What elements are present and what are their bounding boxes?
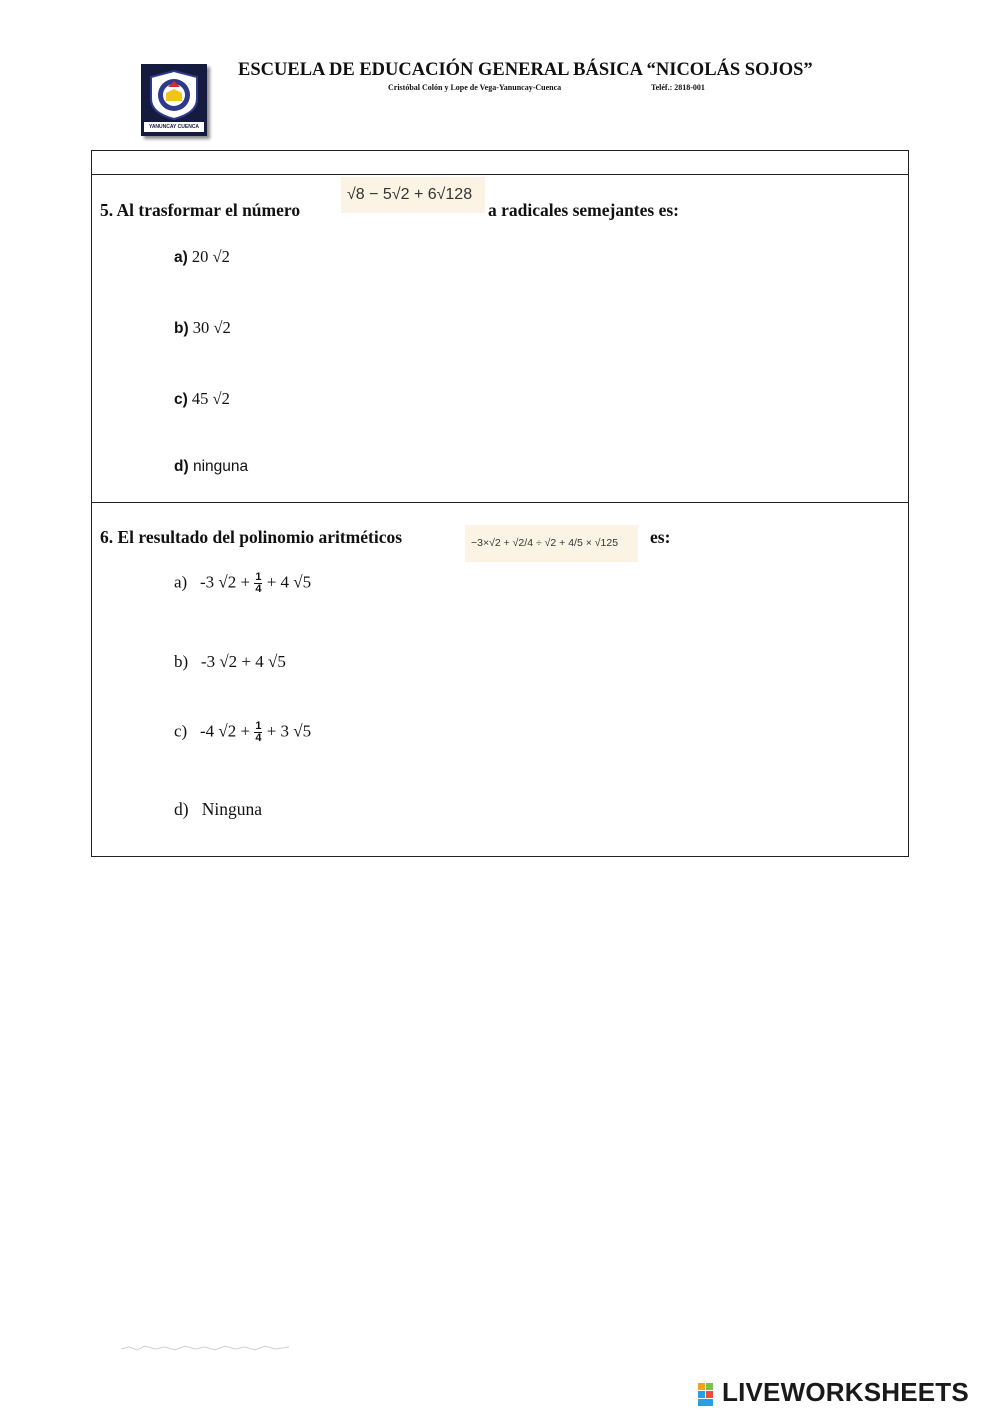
option-value: 30 √2 xyxy=(192,318,231,337)
liveworksheets-brand: LIVEWORKSHEETS xyxy=(722,1377,969,1407)
option-letter: b) xyxy=(174,652,189,671)
question-5-text-end: a radicales semejantes es: xyxy=(488,200,679,220)
option-value: 20 √2 xyxy=(191,247,230,266)
fraction-numerator: 1 xyxy=(255,720,262,732)
liveworksheets-logo-icon xyxy=(698,1380,722,1408)
question-6-text-end: es: xyxy=(650,527,671,547)
school-phone: Teléf.: 2818-001 xyxy=(651,83,705,92)
option-letter: d) xyxy=(174,799,189,819)
logo-banner: YANUNCAY CUENCA xyxy=(144,122,204,132)
option-6d[interactable] xyxy=(174,799,262,820)
option-6b[interactable] xyxy=(174,652,286,672)
table-bottom-border xyxy=(91,856,909,857)
option-6c[interactable] xyxy=(174,721,311,744)
school-address: Cristóbal Colón y Lope de Vega-Yanuncay-Cuenca xyxy=(388,83,562,92)
fraction-numerator: 1 xyxy=(255,571,262,583)
option-5c[interactable] xyxy=(174,389,230,409)
faint-scribble-icon xyxy=(121,1344,291,1352)
option-value-start: -4 √2 + xyxy=(199,721,251,741)
option-value: 45 √2 xyxy=(191,389,230,408)
option-letter: c) xyxy=(174,391,188,408)
fraction-denominator: 4 xyxy=(255,732,262,744)
table-left-border xyxy=(91,150,92,857)
fraction xyxy=(254,572,262,595)
question-6-text: 6. El resultado del polinomio aritméticos xyxy=(100,527,403,547)
table-top-border xyxy=(91,150,909,151)
fraction xyxy=(254,721,262,744)
option-value: -3 √2 + 4 √5 xyxy=(200,652,286,671)
option-5b[interactable] xyxy=(174,318,231,338)
question-5-text: 5. Al trasformar el número xyxy=(100,200,301,220)
option-value-end: + 3 √5 xyxy=(266,721,312,741)
fraction-denominator: 4 xyxy=(255,583,262,595)
option-5d[interactable] xyxy=(174,458,248,476)
option-value: Ninguna xyxy=(201,799,262,819)
option-letter: d) xyxy=(174,458,189,475)
option-value-start: -3 √2 + xyxy=(199,572,251,592)
option-value: ninguna xyxy=(192,458,249,475)
question-5-formula: √8 − 5√2 + 6√128 xyxy=(341,177,485,213)
table-row-divider xyxy=(91,502,909,503)
table-row-divider xyxy=(91,174,909,175)
option-value-end: + 4 √5 xyxy=(266,572,312,592)
option-letter: c) xyxy=(174,721,188,741)
table-right-border xyxy=(908,150,909,857)
option-letter: b) xyxy=(174,320,189,337)
school-logo xyxy=(141,64,207,136)
option-6a[interactable] xyxy=(174,572,311,595)
option-letter: a) xyxy=(174,249,188,266)
question-6-formula: −3×√2 + √2/4 ÷ √2 + 4/5 × √125 xyxy=(465,525,638,562)
school-title: ESCUELA DE EDUCACIÓN GENERAL BÁSICA “NICOLÁS SOJOS” xyxy=(238,60,813,80)
faint-footer-text xyxy=(121,1344,291,1354)
shield-emblem-icon xyxy=(147,69,201,121)
option-letter: a) xyxy=(174,572,188,592)
option-5a[interactable] xyxy=(174,247,230,267)
